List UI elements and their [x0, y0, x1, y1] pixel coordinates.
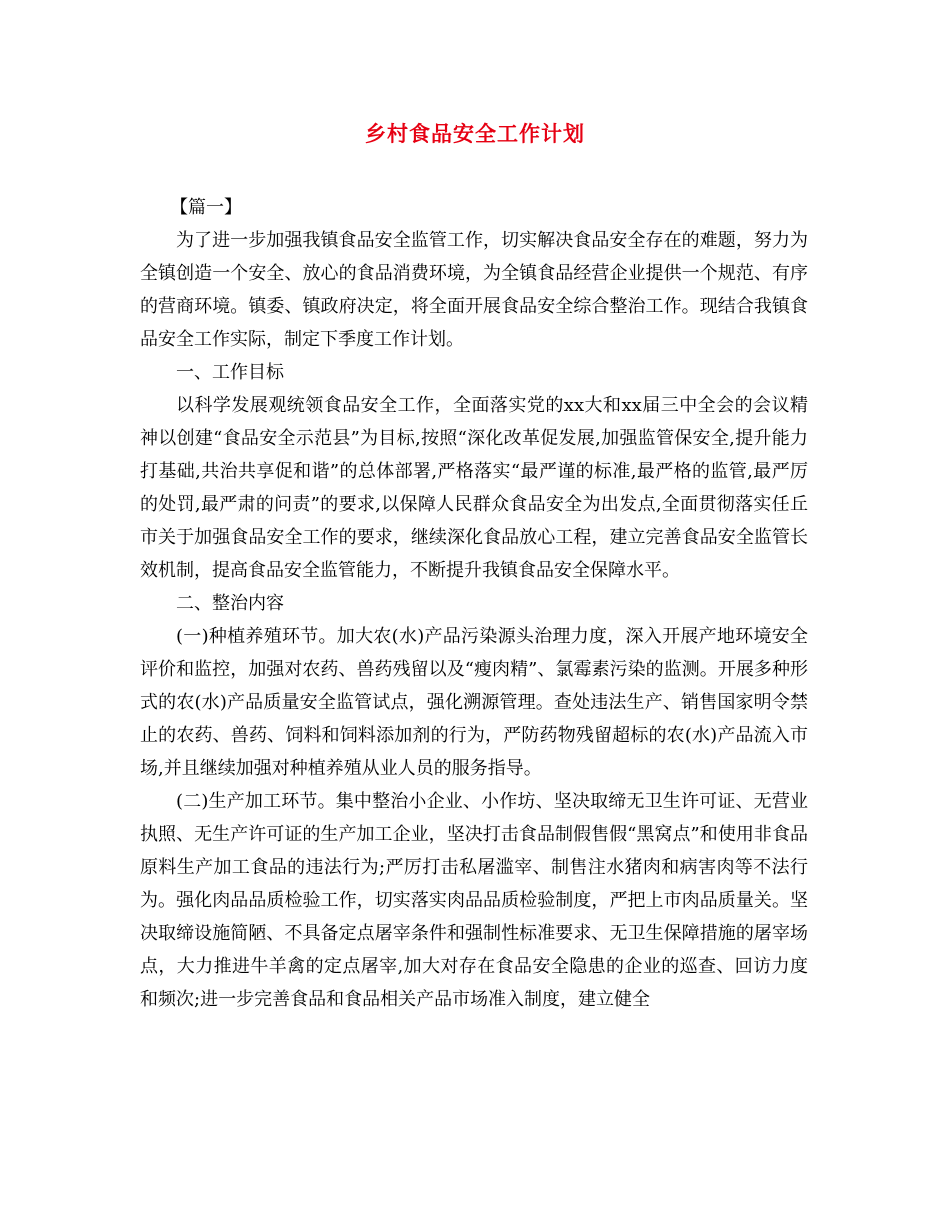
- paragraph-production-processing: (二)生产加工环节。集中整治小企业、小作坊、坚决取缔无卫生许可证、无营业执照、无生产许可证的生产加工企业，坚决打击食品制假售假“黑窝点”和使用非食品原料生产加工食品的违法行为;严厉打击私屠滥宰、制售注水猪肉和病害肉等不法行为。强化肉品品质检验工作，切实落实肉品品质检验制度，严把上市肉品质量关。坚决取缔设施简陋、不具备定点屠宰条件和强制性标准要求、无卫生保障措施的屠宰场点，大力推进牛羊禽的定点屠宰,加大对存在食品安全隐患的企业的巡查、回访力度和频次;进一步完善食品和食品相关产品市场准入制度，建立健全: [140, 791, 808, 1010]
- heading-work-goals: 一、工作目标: [176, 362, 284, 383]
- document-title: 乡村食品安全工作计划: [365, 121, 585, 146]
- paragraph-planting-breeding: (一)种植养殖环节。加大农(水)产品污染源头治理力度，深入开展产地环境安全评价和监控，加强对农药、兽药残留以及“瘦肉精”、氯霉素污染的监测。开展多种形式的农(水)产品质量安全监管试点，强化溯源管理。查处违法生产、销售国家明令禁止的农药、兽药、饲料和饲料添加剂的行为，严防药物残留超标的农(水)产品流入市场,并且继续加强对种植养殖从业人员的服务指导。: [140, 626, 808, 779]
- heading-rectification-content: 二、整治内容: [176, 593, 284, 614]
- document-body: [140, 191, 808, 1016]
- paragraph-intro: 为了进一步加强我镇食品安全监管工作，切实解决食品安全存在的难题，努力为全镇创造一个安全、放心的食品消费环境，为全镇食品经营企业提供一个规范、有序的营商环境。镇委、镇政府决定，将全面开展食品安全综合整治工作。现结合我镇食品安全工作实际，制定下季度工作计划。: [140, 230, 808, 350]
- section-marker: 【篇一】: [170, 197, 242, 218]
- paragraph-work-goals: 以科学发展观统领食品安全工作，全面落实党的xx大和xx届三中全会的会议精神以创建“食品安全示范县”为目标,按照“深化改革促发展,加强监管保安全,提升能力打基础,共治共享促和谐”的总体部署,严格落实“最严谨的标准,最严格的监管,最严厉的处罚,最严肃的问责”的要求,以保障人民群众食品安全为出发点,全面贯彻落实任丘市关于加强食品安全工作的要求，继续深化食品放心工程，建立完善食品安全监管长效机制，提高食品安全监管能力，不断提升我镇食品安全保障水平。: [140, 395, 808, 581]
